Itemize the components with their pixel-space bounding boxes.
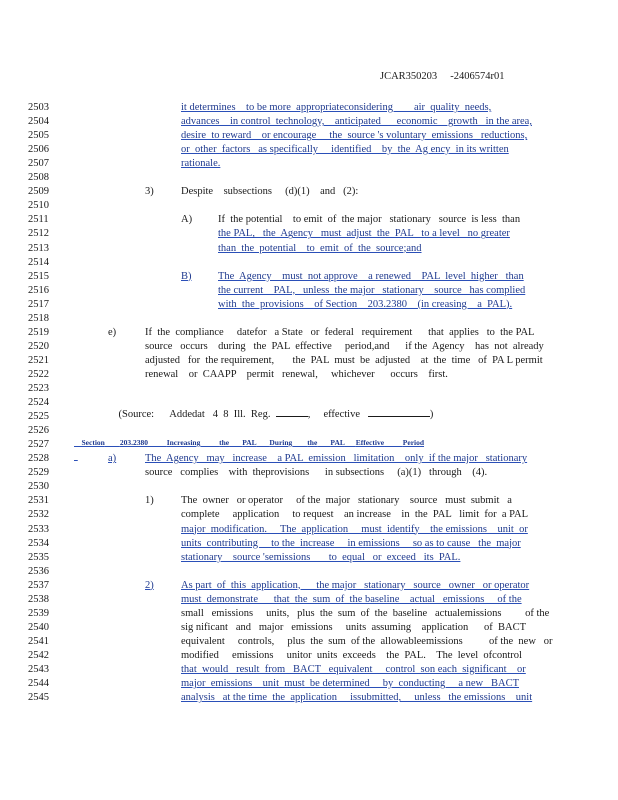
- line-number: 2516: [28, 284, 49, 296]
- source-note-effective: effective: [323, 409, 360, 420]
- source-note: (Source: Addedat 4 8 Ill. Reg. , effective ): [118, 409, 434, 420]
- section-word: the: [307, 438, 318, 447]
- line-number: 2542: [28, 649, 49, 661]
- line-number: 2505: [28, 130, 49, 142]
- text-line: adjusted for the requirement, the PAL must be adjusted at the time of PA L permit: [145, 354, 543, 366]
- line-number: 2545: [28, 692, 49, 704]
- inserted-text-line: the PAL, the Agency must adjust the PAL to a level no greater: [218, 228, 510, 240]
- inserted-text-line: advances in control technology, anticipated economic growth in the area,: [181, 116, 532, 128]
- line-number: 2523: [28, 383, 49, 394]
- line-number: 2504: [28, 116, 49, 128]
- line-number: 2521: [28, 354, 49, 366]
- line-number: 2526: [28, 425, 49, 437]
- inserted-text-line: As part of this application, the major stationary source owner or operator: [181, 579, 530, 591]
- subsection-label: a): [108, 453, 117, 465]
- text-line: renewal or CAAPP permit renewal, whichever occurs first.: [145, 368, 448, 380]
- line-number: 2525: [28, 411, 49, 423]
- document-id-header: JCAR350203 -2406574r01: [380, 71, 505, 82]
- subsection-label: A): [181, 214, 193, 226]
- subsection-label: 3): [145, 186, 154, 198]
- line-number: 2527: [28, 439, 49, 451]
- inserted-text-line: or other factors as specifically identified by the Ag ency in its written: [181, 144, 509, 156]
- inserted-text-line: The Agency must not approve a renewed PAL level higher than: [218, 270, 524, 282]
- inserted-text-line: it determines to be more appropriateconsidering air quality needs,: [181, 102, 492, 113]
- section-word: Period: [402, 438, 425, 447]
- line-number: 2508: [28, 172, 49, 184]
- text-line: sig nificant and major emissions units assuming application of BACT: [181, 621, 527, 633]
- subsection-label: 2): [145, 579, 154, 591]
- line-number: 2510: [28, 200, 49, 212]
- subsection-label: e): [108, 326, 117, 338]
- text-line: small emissions units, plus the sum of the baseline actualemissions of the: [181, 607, 550, 619]
- section-label: Section: [81, 438, 105, 447]
- section-word: During: [269, 438, 293, 447]
- text-line: source occurs during the PAL effective period,and if the Agency has not already: [145, 340, 544, 352]
- source-note-open: (Source:: [118, 409, 155, 420]
- section-word: PAL: [242, 438, 257, 447]
- text-line: Despite subsections (d)(1) and (2):: [181, 186, 359, 198]
- line-number: 2537: [28, 579, 49, 591]
- line-number: 2541: [28, 635, 49, 647]
- text-line: If the potential to emit of the major stationary source is less than: [218, 214, 521, 226]
- text-line: equivalent controls, plus the sum of the allowableemissions of the new or: [181, 635, 553, 647]
- line-number: 2544: [28, 678, 49, 690]
- line-number: 2529: [28, 467, 49, 479]
- register-page-blank: [276, 416, 308, 417]
- inserted-text-line: stationary source 'semissions to equal or exceed its PAL.: [181, 551, 461, 563]
- line-number: 2532: [28, 509, 49, 521]
- inserted-text-line: analysis at the time the application issubmitted, unless the emissions unit: [181, 692, 533, 704]
- line-number: 2513: [28, 242, 49, 254]
- line-number: 2522: [28, 368, 49, 380]
- line-number: 2517: [28, 298, 49, 310]
- inserted-text-line: units contributing to the increase in emissions so as to cause the major: [181, 537, 521, 549]
- subsection-label: B): [181, 270, 192, 282]
- line-number: 2506: [28, 144, 49, 156]
- inserted-text-line: with the provisions of Section 203.2380 (in creasing a PAL).: [218, 298, 513, 310]
- line-number: 2524: [28, 397, 49, 409]
- text-line: The owner or operator of the major stationary source must submit a: [181, 495, 512, 507]
- line-number: 2520: [28, 340, 49, 352]
- line-number: 2543: [28, 664, 49, 675]
- source-note-text: Addedat 4 8 Ill. Reg.: [169, 409, 271, 420]
- text-line: source complies with theprovisions in subsections (a)(1) through (4).: [145, 467, 488, 479]
- section-heading: [74, 422, 474, 447]
- line-number: 2528: [28, 453, 49, 465]
- line-number: 2503: [28, 102, 49, 113]
- inserted-text-line: major emissions unit must be determined by conducting a new BACT: [181, 678, 519, 690]
- line-number: 2511: [28, 214, 49, 226]
- line-number: 2519: [28, 326, 49, 338]
- line-number: 2514: [28, 256, 49, 268]
- section-word: PAL: [330, 438, 345, 447]
- line-number: 2518: [28, 312, 49, 324]
- subsection-label: 1): [145, 495, 154, 507]
- line-number: 2539: [28, 607, 49, 619]
- line-number: 2533: [28, 523, 49, 535]
- line-number: 2538: [28, 593, 49, 605]
- inserted-text-line: that would result from BACT equivalent control son each significant or: [181, 664, 526, 675]
- source-note-close: ): [429, 409, 434, 420]
- inserted-text-line: than the potential to emit of the source;and: [218, 242, 422, 254]
- section-number: 203.2380: [119, 438, 148, 447]
- effective-date-blank: [368, 416, 430, 417]
- line-number: 2534: [28, 537, 49, 549]
- inserted-text-line: major modification. The application must identify the emissions unit or: [181, 523, 528, 535]
- line-number: 2536: [28, 565, 49, 577]
- line-number: 2507: [28, 158, 49, 170]
- inserted-text-line: The Agency may increase a PAL emission limitation only if the major stationary: [145, 453, 528, 465]
- section-word: Effective: [355, 438, 385, 447]
- text-line: If the compliance datefor a State or federal requirement that applies to the PAL: [145, 326, 535, 338]
- line-number: 2535: [28, 551, 49, 563]
- line-number: 2531: [28, 495, 49, 507]
- inserted-text-line: must demonstrate that the sum of the baseline actual emissions of the: [181, 593, 522, 605]
- inserted-text-line: the current PAL, unless the major stationary source has complied: [218, 284, 526, 296]
- line-number: 2509: [28, 186, 49, 198]
- section-word: Increasing: [166, 438, 201, 447]
- section-word: the: [219, 438, 230, 447]
- line-number: 2515: [28, 270, 49, 282]
- line-number: 2530: [28, 481, 49, 493]
- inserted-text-line: desire to reward or encourage the source 's voluntary emissions reductions,: [181, 130, 528, 142]
- line-number: 2540: [28, 621, 49, 633]
- line-number: 2512: [28, 228, 49, 240]
- text-line: complete application to request an increase in the PAL limit for a PAL: [181, 509, 529, 521]
- text-line: modified emissions unitor units exceeds the PAL. The level ofcontrol: [181, 649, 522, 661]
- inserted-text-line: rationale.: [181, 158, 221, 170]
